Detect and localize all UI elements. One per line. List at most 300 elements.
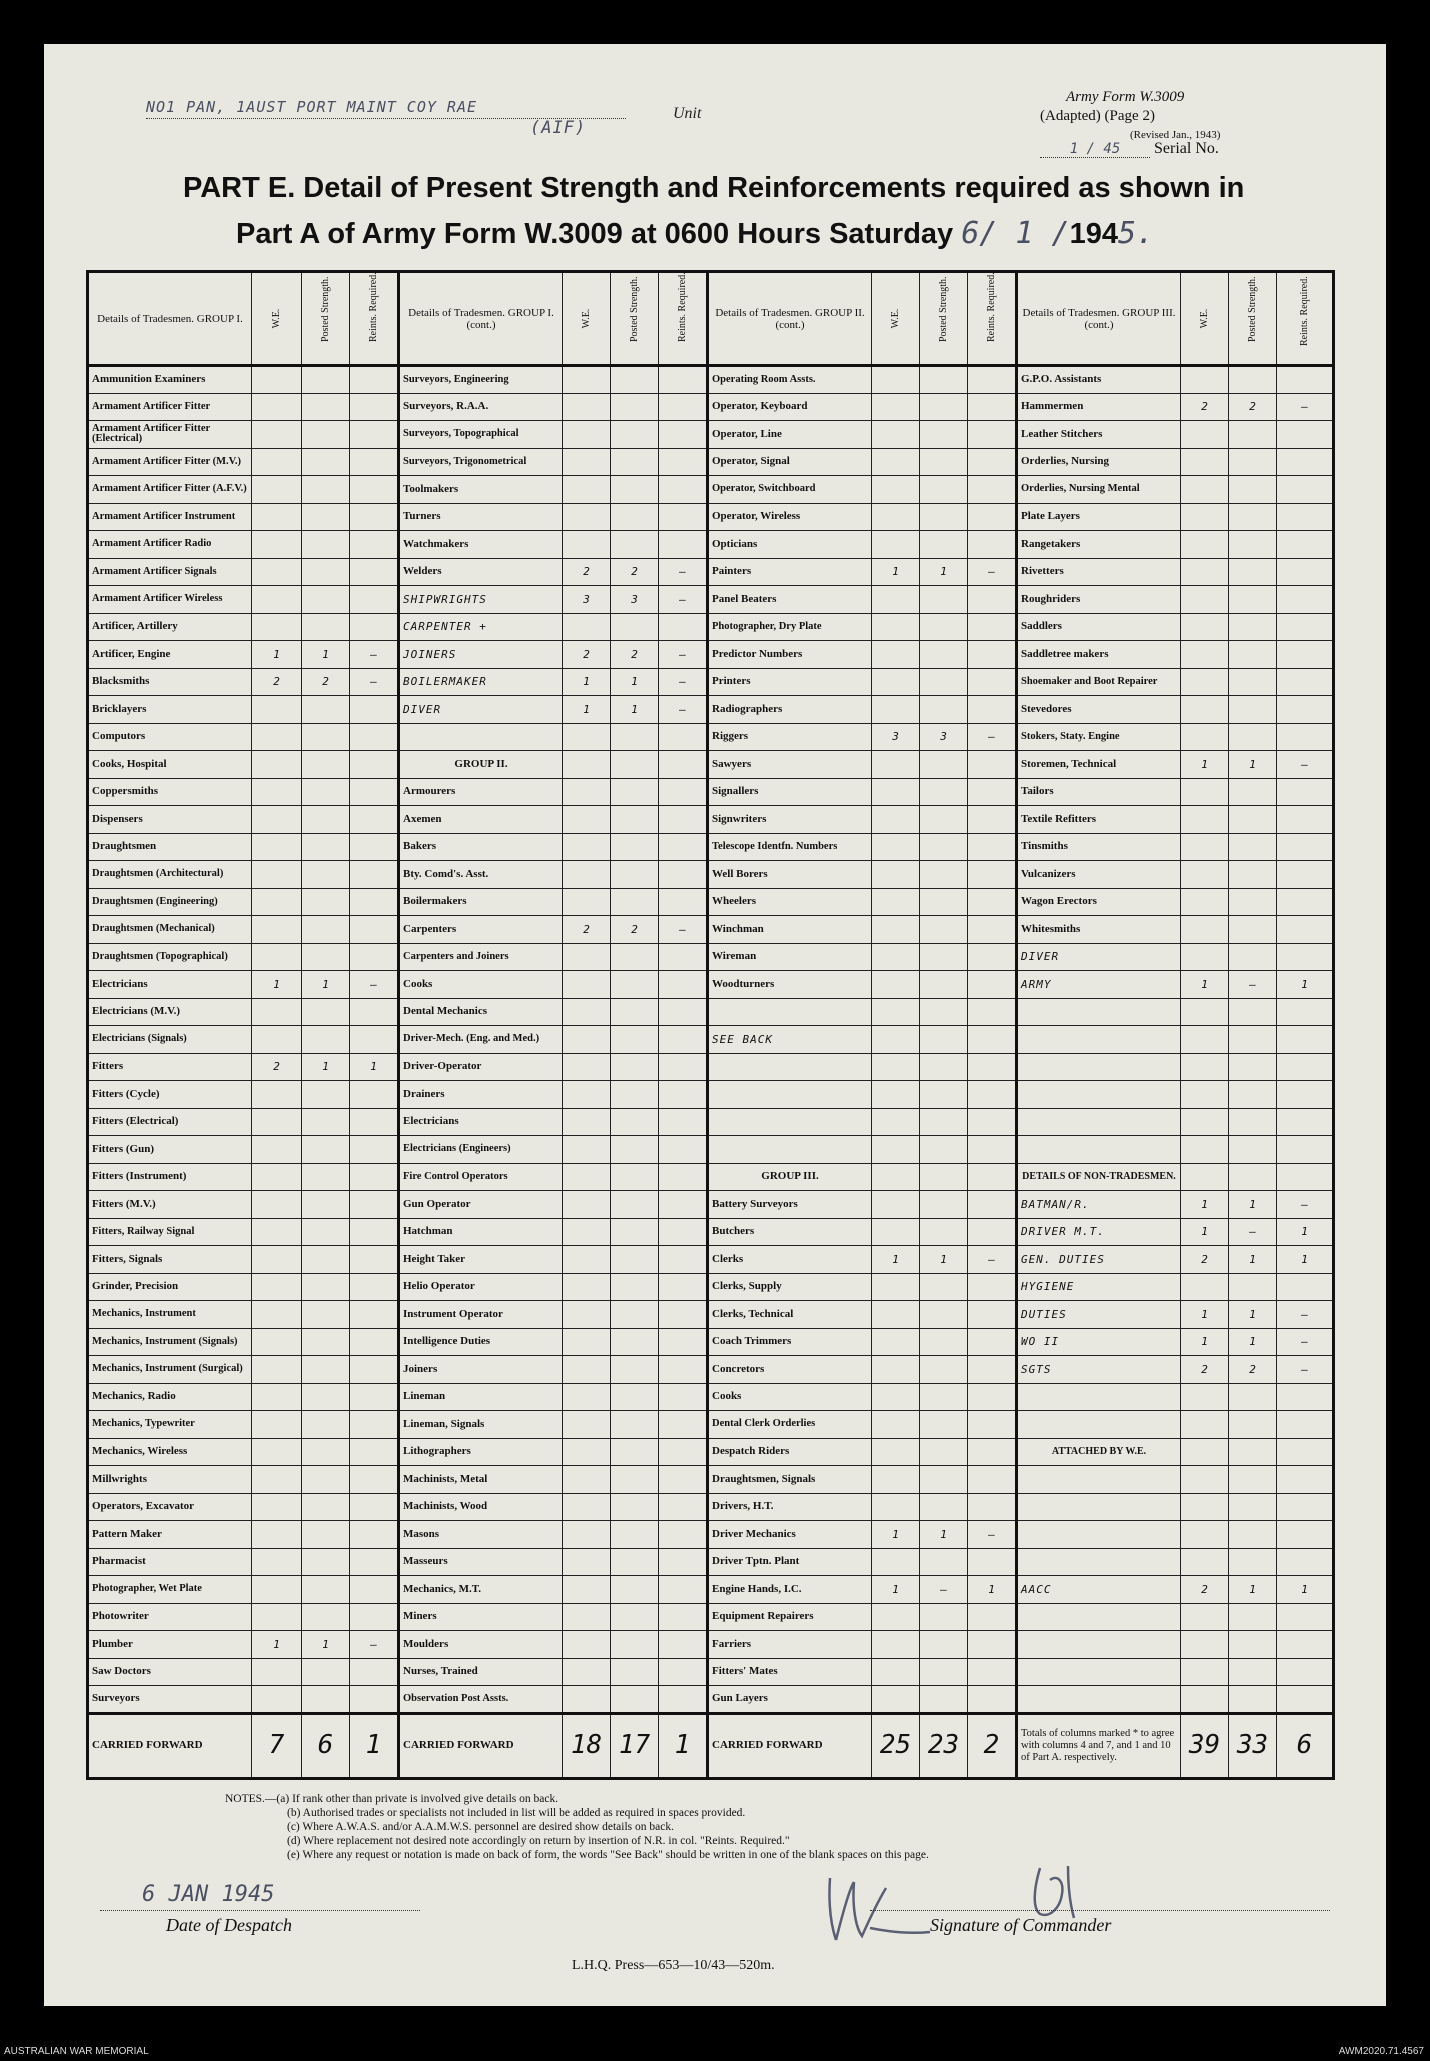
we-value	[872, 1108, 920, 1136]
trade-name: Stevedores	[1017, 696, 1181, 724]
we-value	[252, 1246, 302, 1274]
trade-name: Pattern Maker	[88, 1521, 252, 1549]
table-row	[88, 1328, 1334, 1356]
trade-name: Wireman	[708, 943, 872, 971]
posted-value	[1229, 1548, 1277, 1576]
posted-value	[920, 1411, 968, 1439]
group-heading: GROUP III.	[708, 1163, 872, 1191]
we-value: 2	[563, 558, 611, 586]
trade-name: Carpenters	[399, 916, 563, 944]
reints-value	[968, 1603, 1017, 1631]
reints-value	[350, 1686, 399, 1714]
trade-name: Surveyors, Topographical	[399, 421, 563, 449]
reints-value	[968, 1631, 1017, 1659]
trade-name: Draughtsmen (Mechanical)	[88, 916, 252, 944]
we-value	[872, 833, 920, 861]
we-value	[872, 1411, 920, 1439]
we-value	[563, 998, 611, 1026]
we-value	[872, 778, 920, 806]
we-value	[252, 723, 302, 751]
reints-value	[659, 1356, 708, 1384]
trade-name: Well Borers	[708, 861, 872, 889]
reints-value	[659, 531, 708, 559]
posted-value	[920, 1163, 968, 1191]
reints-value	[968, 971, 1017, 999]
carried-forward-value: 25	[872, 1713, 920, 1778]
posted-value: —	[1229, 971, 1277, 999]
trade-name: Armourers	[399, 778, 563, 806]
we-value	[1181, 1108, 1229, 1136]
we-value	[563, 1301, 611, 1329]
posted-value: 1	[302, 1631, 350, 1659]
carried-forward-label: CARRIED FORWARD	[88, 1713, 252, 1778]
trade-name	[708, 1053, 872, 1081]
reints-value	[1277, 806, 1334, 834]
trade-name: Driver Tptn. Plant	[708, 1548, 872, 1576]
trade-name: Driver-Mech. (Eng. and Med.)	[399, 1026, 563, 1054]
reints-value	[968, 806, 1017, 834]
trade-name: Dental Mechanics	[399, 998, 563, 1026]
we-value	[872, 1273, 920, 1301]
trade-name: Grinder, Precision	[88, 1273, 252, 1301]
we-value	[563, 1411, 611, 1439]
trade-name: Whitesmiths	[1017, 916, 1181, 944]
we-value	[252, 751, 302, 779]
trade-name: Plate Layers	[1017, 503, 1181, 531]
reints-value	[1277, 503, 1334, 531]
we-value: 1	[1181, 1301, 1229, 1329]
posted-value	[302, 861, 350, 889]
reints-value	[968, 586, 1017, 614]
reints-value	[350, 806, 399, 834]
we-value	[563, 833, 611, 861]
posted-value	[302, 751, 350, 779]
trade-name	[1017, 1466, 1181, 1494]
trade-name	[1017, 1521, 1181, 1549]
reints-value	[659, 503, 708, 531]
col-we: W.E.	[872, 272, 920, 366]
we-value: 1	[252, 971, 302, 999]
reints-value	[350, 448, 399, 476]
we-value	[252, 1383, 302, 1411]
we-value	[872, 1081, 920, 1109]
posted-value	[611, 1356, 659, 1384]
trade-name: Clerks	[708, 1246, 872, 1274]
carried-forward-label: CARRIED FORWARD	[708, 1713, 872, 1778]
we-value	[1181, 943, 1229, 971]
handwritten-trade: WO II	[1017, 1328, 1181, 1356]
reints-value	[968, 1026, 1017, 1054]
posted-value	[611, 613, 659, 641]
posted-value	[920, 1081, 968, 1109]
posted-value	[302, 916, 350, 944]
table-row	[88, 1136, 1334, 1164]
table-row	[88, 448, 1334, 476]
trade-name: Carpenters and Joiners	[399, 943, 563, 971]
posted-value	[920, 1548, 968, 1576]
we-value	[252, 1273, 302, 1301]
posted-value	[302, 943, 350, 971]
trade-name: Helio Operator	[399, 1273, 563, 1301]
trade-name: Mechanics, Instrument	[88, 1301, 252, 1329]
serial-no	[1040, 140, 1219, 158]
trade-name: Saw Doctors	[88, 1658, 252, 1686]
posted-value	[611, 1466, 659, 1494]
reints-value	[968, 1218, 1017, 1246]
reints-value: 1	[1277, 971, 1334, 999]
we-value: 1	[872, 558, 920, 586]
posted-value: 1	[302, 641, 350, 669]
trade-name: Coach Trimmers	[708, 1328, 872, 1356]
posted-value	[920, 448, 968, 476]
reints-value	[350, 1411, 399, 1439]
we-value	[563, 778, 611, 806]
table-row	[88, 503, 1334, 531]
reints-value	[968, 393, 1017, 421]
reints-value	[350, 476, 399, 504]
we-value	[252, 1438, 302, 1466]
reints-value	[968, 1273, 1017, 1301]
we-value	[872, 448, 920, 476]
trade-name: Bakers	[399, 833, 563, 861]
posted-value	[302, 696, 350, 724]
reints-value	[659, 421, 708, 449]
we-value	[1181, 1658, 1229, 1686]
we-value	[563, 366, 611, 394]
carried-forward-value: 33	[1229, 1713, 1277, 1778]
group-heading: DETAILS OF NON-TRADESMEN.	[1017, 1163, 1181, 1191]
trade-name	[1017, 998, 1181, 1026]
we-value	[252, 861, 302, 889]
posted-value	[302, 1163, 350, 1191]
posted-value	[920, 1356, 968, 1384]
we-value	[563, 613, 611, 641]
table-row	[88, 613, 1334, 641]
posted-value	[611, 503, 659, 531]
reints-value	[968, 421, 1017, 449]
reints-value	[1277, 421, 1334, 449]
posted-value	[302, 1493, 350, 1521]
we-value	[563, 1081, 611, 1109]
trade-name: Wagon Erectors	[1017, 888, 1181, 916]
trade-name: Roughriders	[1017, 586, 1181, 614]
posted-value	[1229, 503, 1277, 531]
we-value	[252, 448, 302, 476]
table-row	[88, 723, 1334, 751]
reints-value	[350, 1273, 399, 1301]
we-value	[1181, 641, 1229, 669]
posted-value	[920, 1493, 968, 1521]
reints-value: —	[659, 586, 708, 614]
reints-value	[350, 1301, 399, 1329]
posted-value	[302, 503, 350, 531]
posted-value	[1229, 448, 1277, 476]
reints-value	[659, 1466, 708, 1494]
reints-value	[968, 531, 1017, 559]
trade-name: Fitters, Signals	[88, 1246, 252, 1274]
reints-value	[968, 1548, 1017, 1576]
despatch-label: Date of Despatch	[166, 1915, 292, 1935]
press-mark: L.H.Q. Press—653—10/43—520m.	[572, 1958, 775, 1973]
trade-name: Hatchman	[399, 1218, 563, 1246]
posted-value: —	[1229, 1218, 1277, 1246]
we-value	[563, 448, 611, 476]
trade-name: Boilermakers	[399, 888, 563, 916]
reints-value	[1277, 1521, 1334, 1549]
table-row	[88, 1438, 1334, 1466]
posted-value	[1229, 1686, 1277, 1714]
we-value	[252, 1026, 302, 1054]
posted-value	[302, 888, 350, 916]
we-value	[252, 696, 302, 724]
we-value	[563, 1246, 611, 1274]
posted-value	[920, 1438, 968, 1466]
despatch-value: 6 JAN 1945	[100, 1882, 420, 1911]
reints-value	[659, 1658, 708, 1686]
reints-value	[350, 1383, 399, 1411]
reints-value	[350, 1466, 399, 1494]
posted-value	[302, 1383, 350, 1411]
reints-value	[968, 1191, 1017, 1219]
we-value	[252, 1686, 302, 1714]
trade-name: Mechanics, Wireless	[88, 1438, 252, 1466]
posted-value	[302, 1191, 350, 1219]
reints-value	[968, 1328, 1017, 1356]
reints-value: —	[1277, 1301, 1334, 1329]
posted-value	[1229, 586, 1277, 614]
we-value	[252, 1163, 302, 1191]
reints-value: —	[659, 558, 708, 586]
reints-value	[659, 1301, 708, 1329]
reints-value	[1277, 1548, 1334, 1576]
totals-note: Totals of columns marked * to agree with columns 4 and 7, and 1 and 10 of Part A. respectively.	[1017, 1713, 1181, 1778]
we-value: 2	[1181, 1576, 1229, 1604]
reints-value	[350, 531, 399, 559]
posted-value	[302, 1576, 350, 1604]
trade-name	[708, 1108, 872, 1136]
table-row	[88, 696, 1334, 724]
reints-value	[659, 888, 708, 916]
posted-value: 2	[611, 558, 659, 586]
reints-value	[659, 1053, 708, 1081]
reints-value	[350, 916, 399, 944]
trade-name: Instrument Operator	[399, 1301, 563, 1329]
unit-aif: (AIF)	[530, 118, 587, 138]
posted-value	[611, 943, 659, 971]
reints-value	[968, 366, 1017, 394]
posted-value	[302, 393, 350, 421]
trade-name: Machinists, Wood	[399, 1493, 563, 1521]
trade-name: Driver Mechanics	[708, 1521, 872, 1549]
reints-value	[1277, 998, 1334, 1026]
trade-name: Battery Surveyors	[708, 1191, 872, 1219]
reints-value: —	[350, 641, 399, 669]
posted-value	[1229, 696, 1277, 724]
trade-name	[1017, 1686, 1181, 1714]
reints-value	[1277, 723, 1334, 751]
reints-value	[659, 1576, 708, 1604]
reints-value: —	[968, 1521, 1017, 1549]
we-value	[1181, 1026, 1229, 1054]
we-value	[872, 916, 920, 944]
reints-value	[1277, 1383, 1334, 1411]
reints-value	[968, 916, 1017, 944]
we-value	[1181, 421, 1229, 449]
handwritten-trade: BOILERMAKER	[399, 668, 563, 696]
posted-value	[611, 778, 659, 806]
posted-value: 1	[302, 1053, 350, 1081]
reints-value	[350, 888, 399, 916]
reints-value	[350, 1548, 399, 1576]
reints-value	[350, 1438, 399, 1466]
posted-value	[920, 393, 968, 421]
reints-value	[659, 366, 708, 394]
we-value	[1181, 806, 1229, 834]
trade-name: Ammunition Examiners	[88, 366, 252, 394]
posted-value	[920, 1603, 968, 1631]
posted-value	[1229, 1658, 1277, 1686]
trade-name: Gun Operator	[399, 1191, 563, 1219]
table-row	[88, 1576, 1334, 1604]
we-value	[1181, 778, 1229, 806]
table-row	[88, 1356, 1334, 1384]
trade-name: Mechanics, Instrument (Surgical)	[88, 1356, 252, 1384]
posted-value	[302, 998, 350, 1026]
reints-value	[1277, 1603, 1334, 1631]
trade-name: Saddletree makers	[1017, 641, 1181, 669]
we-value	[1181, 613, 1229, 641]
we-value	[563, 393, 611, 421]
we-value	[563, 1218, 611, 1246]
posted-value	[302, 448, 350, 476]
posted-value	[611, 448, 659, 476]
posted-value	[611, 366, 659, 394]
posted-value	[302, 833, 350, 861]
trade-name: Lineman	[399, 1383, 563, 1411]
reints-value	[350, 1576, 399, 1604]
reints-value	[1277, 1493, 1334, 1521]
signature-label: Signature of Commander	[930, 1915, 1112, 1935]
col-reints: Reints. Required.	[350, 272, 399, 366]
we-value	[563, 751, 611, 779]
we-value	[1181, 1466, 1229, 1494]
posted-value	[1229, 1273, 1277, 1301]
reints-value	[1277, 1136, 1334, 1164]
we-value: 2	[563, 641, 611, 669]
posted-value	[920, 971, 968, 999]
table-row	[88, 421, 1334, 449]
posted-value	[1229, 1411, 1277, 1439]
reints-value	[968, 833, 1017, 861]
reints-value	[968, 1356, 1017, 1384]
posted-value	[302, 1548, 350, 1576]
note-d: (d) Where replacement not desired note accordingly on return by insertion of N.R. in col. "Reints. Required."	[287, 1835, 790, 1847]
trade-name: Panel Beaters	[708, 586, 872, 614]
posted-value	[920, 1053, 968, 1081]
col-reints: Reints. Required.	[659, 272, 708, 366]
posted-value	[920, 1631, 968, 1659]
trade-name	[1017, 1631, 1181, 1659]
table-row	[88, 806, 1334, 834]
we-value	[872, 668, 920, 696]
posted-value: 1	[1229, 1328, 1277, 1356]
reints-value	[659, 1246, 708, 1274]
reints-value	[968, 1081, 1017, 1109]
posted-value: 2	[611, 916, 659, 944]
reints-value	[968, 1053, 1017, 1081]
handwritten-trade: ARMY	[1017, 971, 1181, 999]
trade-name: Bty. Comd's. Asst.	[399, 861, 563, 889]
we-value	[252, 1411, 302, 1439]
trade-name: Despatch Riders	[708, 1438, 872, 1466]
posted-value: 2	[1229, 393, 1277, 421]
table-row	[88, 558, 1334, 586]
trade-name: Driver-Operator	[399, 1053, 563, 1081]
trade-name: Hammermen	[1017, 393, 1181, 421]
trade-name: Surveyors	[88, 1686, 252, 1714]
we-value	[872, 1301, 920, 1329]
trade-name: Stokers, Staty. Engine	[1017, 723, 1181, 751]
posted-value	[920, 1383, 968, 1411]
trade-name	[708, 1081, 872, 1109]
posted-value	[302, 1438, 350, 1466]
we-value	[1181, 861, 1229, 889]
reints-value	[968, 1466, 1017, 1494]
trade-name	[1017, 1548, 1181, 1576]
we-value	[563, 531, 611, 559]
posted-value	[611, 1246, 659, 1274]
posted-value	[302, 1658, 350, 1686]
we-value	[563, 1548, 611, 1576]
trade-name: Draughtsmen (Topographical)	[88, 943, 252, 971]
trade-name: Fitters (Instrument)	[88, 1163, 252, 1191]
we-value	[252, 1521, 302, 1549]
posted-value	[611, 1136, 659, 1164]
trade-name: Nurses, Trained	[399, 1658, 563, 1686]
posted-value	[1229, 1631, 1277, 1659]
we-value	[1181, 1686, 1229, 1714]
trade-name: Lithographers	[399, 1438, 563, 1466]
reints-value	[1277, 531, 1334, 559]
posted-value	[920, 366, 968, 394]
reints-value: —	[1277, 393, 1334, 421]
table-row	[88, 833, 1334, 861]
table-row	[88, 641, 1334, 669]
col-we: W.E.	[252, 272, 302, 366]
we-value	[1181, 668, 1229, 696]
posted-value	[1229, 1053, 1277, 1081]
posted-value	[1229, 476, 1277, 504]
we-value	[1181, 1438, 1229, 1466]
we-value	[1181, 586, 1229, 614]
reints-value	[1277, 1053, 1334, 1081]
signature-line	[870, 1882, 1330, 1911]
posted-value: 1	[1229, 1301, 1277, 1329]
we-value: 1	[1181, 751, 1229, 779]
table-row	[88, 888, 1334, 916]
we-value: 2	[252, 668, 302, 696]
reints-value	[659, 723, 708, 751]
trade-name: Signwriters	[708, 806, 872, 834]
posted-value	[920, 1026, 968, 1054]
posted-value: 2	[302, 668, 350, 696]
trade-name: Cooks, Hospital	[88, 751, 252, 779]
posted-value	[920, 696, 968, 724]
we-value	[563, 1438, 611, 1466]
trade-name: Armament Artificer Signals	[88, 558, 252, 586]
trade-name: Watchmakers	[399, 531, 563, 559]
reints-value	[1277, 558, 1334, 586]
